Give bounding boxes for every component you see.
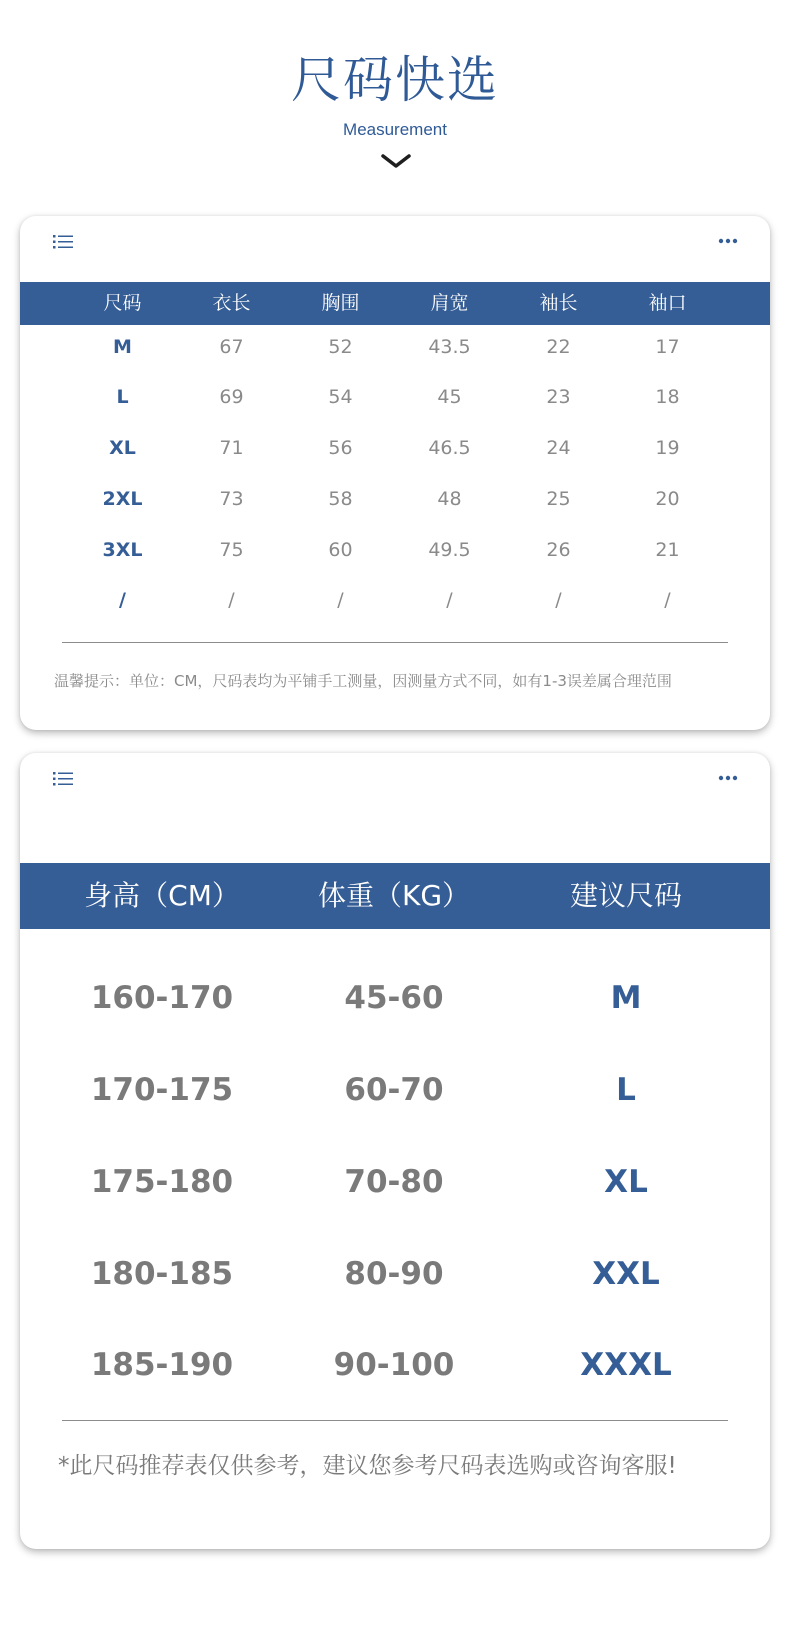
table-row (46, 1072, 746, 1108)
table-cell: 17 (655, 336, 680, 358)
table-cell: 20 (655, 488, 680, 510)
more-icon[interactable] (718, 238, 738, 244)
table-cell: 69 (219, 386, 244, 408)
table-cell: 58 (328, 488, 353, 510)
column-header: 衣长 (212, 292, 251, 314)
recommend-table-header (20, 863, 770, 929)
table-cell: / (446, 589, 453, 611)
column-header: 身高（CM） (84, 879, 240, 912)
table-cell: 22 (546, 336, 571, 358)
table-cell: / (337, 589, 344, 611)
table-row (46, 1164, 746, 1200)
size-cell: 3XL (102, 539, 143, 561)
table-row (68, 336, 768, 358)
table-cell: 185-190 (90, 1347, 234, 1383)
column-header: 尺码 (103, 292, 142, 314)
table-cell: 43.5 (428, 336, 471, 358)
page-subtitle: Measurement (343, 120, 447, 139)
size-cell: 2XL (102, 488, 143, 510)
table-cell: 48 (437, 488, 462, 510)
size-table-note: 温馨提示：单位：CM，尺码表均为平铺手工测量，因测量方式不同，如有1-3误差属合理范围 (54, 672, 672, 690)
table-cell: 45-60 (344, 980, 444, 1016)
recommend-table-note: *此尺码推荐表仅供参考，建议您参考尺码表选购或咨询客服! (58, 1453, 677, 1479)
table-cell: 80-90 (344, 1256, 444, 1292)
size-cell: XXXL (580, 1347, 672, 1383)
table-row (68, 386, 768, 408)
table-cell: 180-185 (90, 1256, 234, 1292)
table-cell: 21 (655, 539, 680, 561)
table-cell: 175-180 (90, 1164, 234, 1200)
size-table-card (20, 216, 770, 730)
column-header: 体重（KG） (317, 879, 471, 912)
column-header: 袖长 (539, 292, 578, 314)
table-cell: 170-175 (90, 1072, 234, 1108)
recommend-table-card (20, 753, 770, 1549)
table-row (46, 980, 746, 1016)
table-cell: 67 (219, 336, 244, 358)
size-cell: L (616, 1072, 636, 1108)
table-row (68, 539, 768, 561)
table-row (46, 1347, 746, 1383)
divider (62, 642, 728, 643)
table-row (68, 437, 768, 459)
size-table-header (20, 282, 770, 325)
size-cell: XL (109, 437, 136, 459)
table-cell: 18 (655, 386, 680, 408)
list-icon[interactable] (53, 771, 73, 787)
table-cell: 49.5 (428, 539, 471, 561)
table-row (68, 488, 768, 510)
size-cell: XL (604, 1164, 648, 1200)
list-icon[interactable] (53, 234, 73, 250)
size-cell: XXL (592, 1256, 660, 1292)
table-cell: 24 (546, 437, 571, 459)
chevron-down-icon (380, 152, 412, 172)
size-cell: M (113, 336, 132, 358)
table-cell: 54 (328, 386, 353, 408)
table-cell: 160-170 (90, 980, 234, 1016)
column-header: 袖口 (648, 292, 687, 314)
table-cell: 75 (219, 539, 244, 561)
table-cell: 60 (328, 539, 353, 561)
size-cell: M (610, 980, 642, 1016)
size-cell: / (119, 589, 126, 611)
table-cell: 70-80 (344, 1164, 444, 1200)
table-cell: 60-70 (344, 1072, 444, 1108)
table-cell: 23 (546, 386, 571, 408)
column-header: 肩宽 (430, 292, 469, 314)
table-cell: / (555, 589, 562, 611)
table-cell: / (664, 589, 671, 611)
more-icon[interactable] (718, 775, 738, 781)
table-row (46, 1256, 746, 1292)
table-cell: 73 (219, 488, 244, 510)
page-title: 尺码快选 (291, 51, 499, 109)
divider (62, 1420, 728, 1421)
table-cell: 56 (328, 437, 353, 459)
table-cell: 52 (328, 336, 353, 358)
table-cell: 25 (546, 488, 571, 510)
page-header (0, 0, 790, 190)
table-cell: 46.5 (428, 437, 471, 459)
table-cell: 45 (437, 386, 462, 408)
size-cell: L (116, 386, 129, 408)
table-row (68, 589, 768, 611)
column-header: 胸围 (321, 292, 360, 314)
table-cell: / (228, 589, 235, 611)
table-cell: 26 (546, 539, 571, 561)
table-cell: 71 (219, 437, 244, 459)
table-cell: 90-100 (333, 1347, 455, 1383)
column-header: 建议尺码 (569, 879, 682, 912)
table-cell: 19 (655, 437, 680, 459)
